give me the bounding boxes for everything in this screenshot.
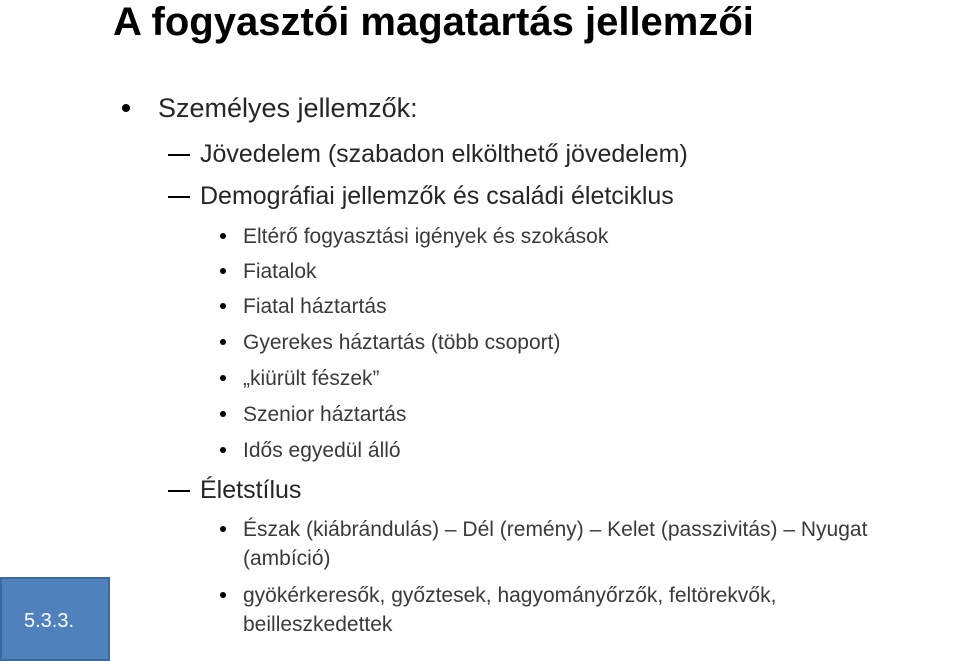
dash-icon (168, 154, 190, 156)
bullet-icon (220, 375, 226, 381)
bullet-icon (220, 339, 226, 345)
bullet-icon (220, 526, 226, 532)
list-item-text: Szenior háztartás (243, 403, 407, 426)
bullet-personal-traits (158, 92, 418, 124)
list-item-text: beilleszkedettek (243, 613, 393, 636)
dash-item-demographic (200, 181, 674, 211)
slide-title: A fogyasztói magatartás jellemzői (113, 0, 754, 44)
dash-icon (168, 196, 190, 198)
list-item (243, 294, 387, 319)
list-item (243, 259, 317, 284)
dash-item-lifestyle (200, 475, 301, 505)
list-item-continuation (243, 612, 392, 637)
list-item-text: Fiatalok (243, 260, 317, 283)
list-item (243, 583, 776, 608)
list-item (243, 366, 380, 391)
list-item (243, 517, 867, 542)
bullet-icon (220, 411, 226, 417)
section-number-box (0, 577, 110, 661)
list-item-text: Észak (kiábrándulás) – Dél (remény) – Kelet (passzivitás) – Nyugat (243, 518, 868, 541)
list-item-text: Fiatal háztartás (243, 295, 387, 318)
list-item-continuation (243, 546, 331, 571)
personal-traits-text: Személyes jellemzők: (158, 93, 418, 123)
list-item-text: gyökérkeresők, győztesek, hagyományőrzők, feltörekvők, (243, 584, 777, 607)
list-item (243, 224, 608, 249)
list-item (243, 402, 406, 427)
lifestyle-text: Életstílus (200, 476, 302, 504)
dash-icon (168, 490, 190, 492)
list-item (243, 438, 401, 463)
demographic-text: Demográfiai jellemzők és családi életciklus (200, 182, 674, 210)
list-item-text: Eltérő fogyasztási igények és szokások (243, 225, 609, 248)
bullet-icon (220, 592, 226, 598)
bullet-icon (220, 233, 226, 239)
section-number: 5.3.3. (24, 610, 75, 632)
bullet-icon (220, 268, 226, 274)
income-text: Jövedelem (szabadon elkölthető jövedelem) (200, 140, 688, 168)
list-item-text: „kiürült fészek” (243, 367, 380, 390)
dash-item-income (200, 139, 688, 169)
bullet-icon (122, 104, 130, 112)
list-item-text: (ambíció) (243, 547, 331, 570)
list-item-text: Idős egyedül álló (243, 439, 401, 462)
list-item-text: Gyerekes háztartás (több csoport) (243, 331, 561, 354)
list-item (243, 330, 560, 355)
bullet-icon (220, 303, 226, 309)
bullet-icon (220, 447, 226, 453)
